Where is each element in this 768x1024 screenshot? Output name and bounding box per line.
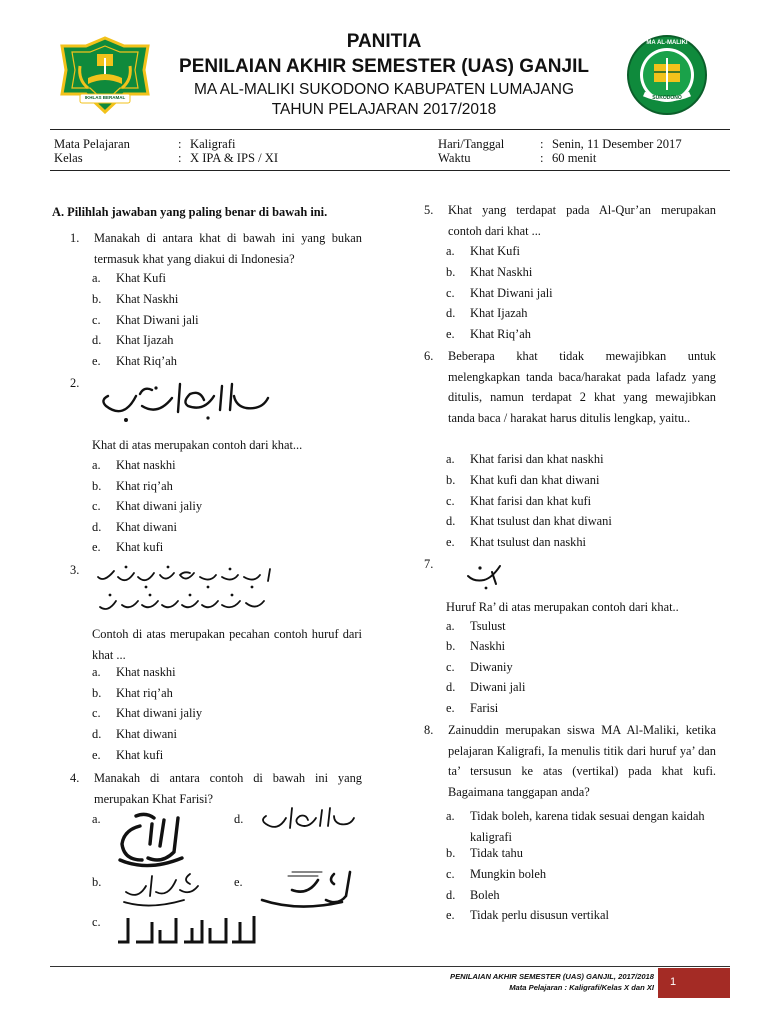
option-letter: d.: [92, 520, 102, 534]
header-rule-top: [50, 129, 730, 130]
header-school: MA AL-MALIKI SUKODONO KABUPATEN LUMAJANG: [193, 81, 575, 98]
option-text: Tidak tahu: [470, 846, 523, 860]
question-number: 1.: [70, 231, 80, 245]
option[interactable]: [446, 639, 505, 654]
option[interactable]: [92, 499, 202, 514]
option-letter: e.: [234, 875, 243, 889]
question-text: Contoh di atas merupakan pecahan contoh huruf dari khat ...: [92, 627, 362, 662]
page-number: 1: [670, 976, 677, 988]
option-c[interactable]: [92, 915, 116, 930]
option-letter: a.: [446, 619, 455, 633]
footer-rule: [50, 966, 730, 967]
option[interactable]: [92, 271, 166, 286]
option-letter: a.: [92, 271, 101, 285]
school-logo-ribbon: SUKODONO: [652, 95, 682, 101]
option[interactable]: [446, 701, 498, 716]
option-letter: b.: [446, 473, 456, 487]
option-text: Khat diwani: [116, 520, 177, 534]
option-letter: d.: [446, 680, 456, 694]
option-b[interactable]: [92, 875, 116, 890]
header-year: TAHUN PELAJARAN 2017/2018: [271, 101, 497, 118]
option-text: Khat Riq’ah: [470, 327, 531, 341]
option-letter: e.: [446, 701, 455, 715]
option-letter: a.: [92, 665, 101, 679]
mapel-sep: :: [178, 137, 182, 151]
option-letter: e.: [446, 535, 455, 549]
question-text: Manakah di antara khat di bawah ini yang bukan termasuk khat yang diakui di Indonesia?: [94, 231, 362, 266]
calligraphy-option-c-image[interactable]: [114, 912, 260, 950]
option-text: Farisi: [470, 701, 499, 715]
option-letter: b.: [446, 265, 456, 279]
footer-line-1: PENILAIAN AKHIR SEMESTER (UAS) GANJIL, 2017/2018: [450, 972, 654, 981]
option-letter: b.: [446, 846, 456, 860]
option-letter: c.: [446, 286, 455, 300]
option[interactable]: [446, 680, 525, 695]
option-text: Khat kufi: [116, 540, 164, 554]
option[interactable]: [446, 286, 553, 301]
kemenag-ribbon: IKHLAS BERAMAL: [84, 95, 126, 100]
option-letter: a.: [446, 244, 455, 258]
option[interactable]: [446, 888, 500, 903]
option[interactable]: [446, 806, 716, 847]
option-text: Khat Diwani jali: [470, 286, 553, 300]
question-2-number: 2.: [70, 376, 80, 390]
option-text: Tidak boleh, karena tidak sesuai dengan kaidah kaligrafi: [470, 809, 705, 844]
option[interactable]: [446, 327, 531, 342]
option-letter: a.: [92, 812, 101, 826]
option[interactable]: [446, 494, 591, 509]
option-letter: b.: [92, 479, 102, 493]
option[interactable]: [92, 354, 177, 369]
question-3-number: 3.: [70, 563, 80, 577]
option-letter: c.: [446, 494, 455, 508]
option-text: Mungkin boleh: [470, 867, 547, 881]
option-letter: c.: [446, 660, 455, 674]
school-logo-text: MA AL-MALIKI: [646, 40, 688, 46]
option-text: Khat naskhi: [116, 665, 176, 679]
option-letter: a.: [446, 452, 455, 466]
option[interactable]: [92, 748, 163, 763]
waktu-value: 60 menit: [552, 151, 597, 165]
header-rule-bottom: [50, 170, 730, 171]
question-2: [92, 435, 362, 456]
option[interactable]: [92, 706, 202, 721]
question-7-number: 7.: [424, 557, 434, 571]
option[interactable]: [446, 535, 586, 550]
option[interactable]: [446, 619, 506, 634]
option[interactable]: [446, 867, 546, 882]
option[interactable]: [92, 686, 173, 701]
option[interactable]: [446, 514, 612, 529]
option[interactable]: [446, 306, 527, 321]
option-letter: a.: [92, 458, 101, 472]
question-text: Manakah di antara contoh di bawah ini yang merupakan Khat Farisi?: [94, 771, 362, 806]
option-letter: d.: [446, 514, 456, 528]
option-letter: d.: [446, 306, 456, 320]
question-text: Huruf Ra’ di atas merupakan contoh dari khat..: [446, 600, 679, 614]
header-title: PENILAIAN AKHIR SEMESTER (UAS) GANJIL: [179, 56, 589, 77]
option-letter: d.: [92, 333, 102, 347]
option-text: Khat riq’ah: [116, 686, 173, 700]
question-number: 4.: [70, 771, 80, 785]
hari-sep: :: [540, 137, 544, 151]
option[interactable]: [92, 520, 177, 535]
option-text: Khat Kufi: [116, 271, 166, 285]
option-letter: d.: [446, 888, 456, 902]
section-title: A. Pilihlah jawaban yang paling benar di bawah ini.: [52, 205, 328, 219]
option[interactable]: [446, 473, 599, 488]
option-e[interactable]: [234, 875, 258, 890]
option-letter: c.: [92, 499, 101, 513]
option[interactable]: [92, 458, 176, 473]
option-text: Khat Diwani jali: [116, 313, 199, 327]
hari-label: Hari/Tanggal: [438, 137, 505, 151]
option-text: Khat tsulust dan naskhi: [470, 535, 586, 549]
option[interactable]: [92, 292, 178, 307]
waktu-sep: :: [540, 151, 544, 165]
option-letter: b.: [92, 875, 102, 889]
waktu-label: Waktu: [438, 151, 471, 165]
option-letter: e.: [446, 908, 455, 922]
option-text: Khat Riq’ah: [116, 354, 177, 368]
option-text: Khat riq’ah: [116, 479, 173, 493]
letter-ra-image: [462, 562, 506, 592]
option-letter: c.: [92, 313, 101, 327]
question-3: [92, 624, 362, 665]
option[interactable]: [92, 727, 177, 742]
option-text: Naskhi: [470, 639, 506, 653]
kelas-label: Kelas: [54, 151, 83, 165]
mapel-label: Mata Pelajaran: [54, 137, 130, 151]
question-text: Khat di atas merupakan contoh dari khat...: [92, 438, 303, 452]
option[interactable]: [92, 479, 173, 494]
option-text: Khat kufi: [116, 748, 164, 762]
option-text: Khat Ijazah: [470, 306, 528, 320]
option-letter: b.: [92, 686, 102, 700]
option-text: Khat diwani jaliy: [116, 499, 203, 513]
option-text: Khat farisi dan khat naskhi: [470, 452, 604, 466]
option-letter: c.: [92, 915, 101, 929]
option-text: Tidak perlu disusun vertikal: [470, 908, 609, 922]
calligraphy-option-b-image[interactable]: [120, 870, 202, 910]
option-text: Khat diwani: [116, 727, 177, 741]
option-text: Khat diwani jaliy: [116, 706, 203, 720]
option-text: Khat Naskhi: [470, 265, 533, 279]
option-text: Khat kufi dan khat diwani: [470, 473, 600, 487]
option-text: Khat tsulust dan khat diwani: [470, 514, 612, 528]
option[interactable]: [92, 313, 199, 328]
kelas-sep: :: [178, 151, 182, 165]
option-text: Khat farisi dan khat kufi: [470, 494, 592, 508]
option[interactable]: [446, 265, 532, 280]
option-letter: b.: [92, 292, 102, 306]
calligraphy-option-e-image[interactable]: [258, 866, 358, 912]
option-letter: e.: [92, 748, 101, 762]
footer-line-2: Mata Pelajaran : Kaligrafi/Kelas X dan XI: [509, 983, 654, 992]
page-number-box: [658, 968, 730, 998]
question-number: 5.: [424, 203, 434, 217]
question-text: Beberapa khat tidak mewajibkan untuk melengkapkan tanda baca/harakat pada lafadz yang ditulis, namun terdapat 2 khat yang mewajibkan tanda baca / harakat harus ditulis lengkap, yaitu..: [448, 349, 716, 425]
option-letter: d.: [234, 812, 244, 826]
question-text: Zainuddin merupakan siswa MA Al-Maliki, ketika pelajaran Kaligrafi, Ia menulis titik dari huruf ya’ dan ta’ tersusun ke atas (vertikal) pada khat kufi. Bagaimana tanggapan anda?: [448, 723, 716, 799]
option-letter: d.: [92, 727, 102, 741]
option[interactable]: [446, 452, 604, 467]
hari-value: Senin, 11 Desember 2017: [552, 137, 682, 151]
header-panitia: PANITIA: [346, 31, 422, 52]
option-letter: e.: [446, 327, 455, 341]
calligraphy-option-d-image[interactable]: [250, 804, 360, 838]
option-letter: c.: [446, 867, 455, 881]
option[interactable]: [92, 333, 173, 348]
option[interactable]: [446, 660, 513, 675]
option-letter: e.: [92, 354, 101, 368]
option-letter: e.: [92, 540, 101, 554]
option[interactable]: [446, 244, 520, 259]
option-text: Boleh: [470, 888, 500, 902]
option-text: Diwani jali: [470, 680, 526, 694]
calligraphy-option-a-image[interactable]: [112, 810, 188, 870]
option[interactable]: [92, 540, 163, 555]
option-text: Khat Kufi: [470, 244, 520, 258]
question-number: 8.: [424, 723, 434, 737]
question-7: [446, 597, 716, 618]
option[interactable]: [92, 665, 176, 680]
option[interactable]: [446, 908, 609, 923]
calligraphy-basmalah-image: [96, 376, 276, 428]
letter-fragments-image: [94, 563, 274, 621]
kelas-value: X IPA & IPS / XI: [190, 151, 279, 165]
option-text: Diwaniy: [470, 660, 513, 674]
footer-text: [450, 971, 654, 993]
option-letter: c.: [92, 706, 101, 720]
option-letter: a.: [446, 809, 455, 823]
mapel-value: Kaligrafi: [190, 137, 236, 151]
question-text: Khat yang terdapat pada Al-Qur’an merupakan contoh dari khat ...: [448, 203, 716, 238]
question-number: 6.: [424, 349, 434, 363]
option-text: Khat Ijazah: [116, 333, 174, 347]
option-letter: b.: [446, 639, 456, 653]
option-text: Khat naskhi: [116, 458, 176, 472]
option-text: Khat Naskhi: [116, 292, 179, 306]
option-text: Tsulust: [470, 619, 506, 633]
option[interactable]: [446, 846, 523, 861]
